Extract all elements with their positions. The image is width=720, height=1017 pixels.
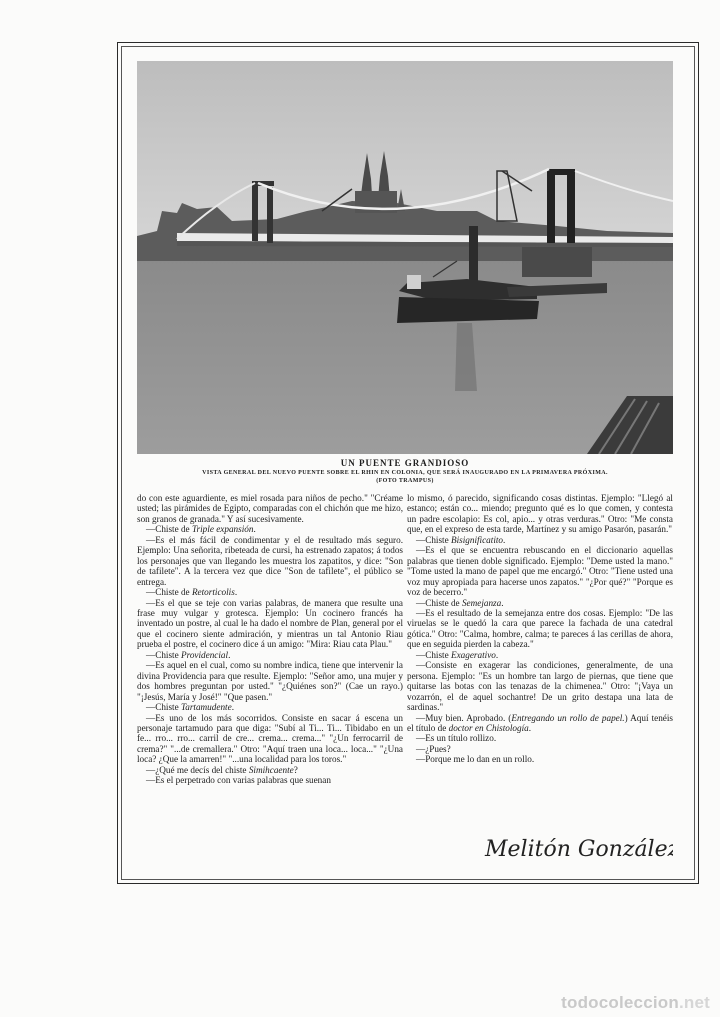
paragraph: —Es el más fácil de condimentar y el de resultado más seguro. Ejemplo: Una señorita, ribeteada de cursi, ha estrenado zapatos; á todos los personajes que van llegando les muestra los zapatitos, y dice: "Son de tafilete". A la tercera vez que dice "Son de tafilete", el público se entrega. — [137, 534, 403, 587]
paragraph — [137, 702, 403, 712]
paragraph: —Es el que se teje con varias palabras, de manera que resulte una frase muy vulgar y grotesca. Ejemplo: Un cocinero francés ha inventado un postre, al cual le ha dado el nombre de Plan, general por el que el cocinero siente admiración, y mientras un tal Antonio Riau prueba el postre, el cocinero dice á un amigo: "Mira: Riau cata Plau." — [137, 597, 403, 650]
paragraph-text: ? — [293, 764, 298, 775]
paragraph: —Porque me lo dan en un rollo. — [416, 754, 535, 765]
paragraph — [137, 524, 403, 534]
right-text-column — [407, 493, 673, 873]
watermark-brand: todocoleccion — [561, 993, 679, 1012]
paragraph: do con este aguardiente, es miel rosada para niños de pecho." "Créame usted; las pirámides de Egipto, comparadas con el chichón que me hizo, son granos de granada." Y así sucesivamente. — [137, 493, 403, 524]
paragraph-text: —Chiste de — [146, 587, 192, 598]
paragraph: lo mismo, ó parecido, significando cosas distintas. Ejemplo: "Llegó al estanco; están co... miendo; pregunto qué es lo que comen, y contesta un padre escolapio: Es col, apio... y otras verduras." Otro: "Me consta que, en el expreso de esta tarde, Martínez y su amigo Pasarón, pasarán." — [407, 493, 673, 535]
paragraph: —Es el perpetrado con varias palabras que suenan — [146, 775, 331, 786]
emphasis-text: Simihcaente — [248, 764, 294, 775]
paragraph-text: . — [503, 534, 506, 545]
paragraph-text: —¿Qué me decís del chiste — [146, 764, 249, 775]
signature-text: Melitón González — [485, 837, 673, 862]
paragraph: —Es el resultado de la semejanza entre dos cosas. Ejemplo: "De las viruelas se le quedó la cara que parece la fachada de una catedral gótica." Otro: "Calma, hombre, calma; te pareces á las cerillas de ahora, que en seguida pierden la cabeza." — [407, 607, 673, 650]
paragraph: —Es un título rollizo. — [416, 733, 497, 744]
paragraph-text: . — [501, 597, 504, 608]
paragraph-text: —Chiste — [146, 702, 181, 713]
emphasis-text: Tartamudente — [180, 702, 232, 713]
watermark — [561, 993, 710, 1013]
emphasis-text: Exagerativo — [450, 649, 496, 660]
paragraph: —Consiste en exagerar las condiciones, generalmente, de una persona. Ejemplo: "Es un hombre tan largo de piernas, que tiene que quitarse las botas con las tenazas de la chimenea." Otro: "¡Vaya un vozarrón, el de aquel sochantre! De un grito destapa una lata de sardinas." — [407, 660, 673, 713]
paragraph — [137, 765, 403, 775]
paragraph-text: —Chiste de — [416, 597, 462, 608]
photo-caption-text: VISTA GENERAL DEL NUEVO PUENTE SOBRE EL RHIN EN COLONIA, QUE SERÁ INAUGURADO EN LA PRIMAVERA PRÓXIMA. — [202, 470, 608, 476]
paragraph-text: . — [495, 649, 499, 660]
emphasis-text: Semejanza — [461, 597, 502, 608]
paragraph-text: —Muy bien. Aprobado. ( — [416, 712, 512, 723]
paragraph — [407, 598, 673, 608]
emphasis-text: Triple expansión — [191, 524, 254, 535]
paragraph — [407, 535, 673, 545]
photo-caption — [137, 469, 673, 485]
paragraph-text: —Chiste — [146, 649, 181, 660]
photo-title: UN PUENTE GRANDIOSO — [340, 458, 470, 468]
author-signature — [483, 826, 673, 868]
paragraph — [407, 650, 673, 660]
paragraph: —Es el que se encuentra rebuscando en el diccionario aquellas palabras que tienen doble significado. Ejemplo: "Deme usted la mano." "Tome usted la mano de papel que me encargó." Otro: "Tiene usted una voz muy apropiada para hacerse unos zapatos." "¿Por qué?" "Porque es voz de becerro." — [407, 545, 673, 598]
watermark-suffix: .net — [678, 993, 710, 1012]
paragraph — [407, 713, 673, 734]
emphasis-text: Providencial — [180, 649, 229, 660]
paragraph-text: . — [231, 702, 234, 713]
paragraph-text: —Chiste de — [146, 524, 192, 535]
paragraph-text: . — [234, 587, 238, 598]
emphasis-text: Retorticolis — [191, 587, 235, 598]
paragraph: —Es uno de los más socorridos. Consiste en sacar á escena un personaje tartamudo para que diga: "Subí al Ti... Ti... Tibidabo en un fe... rro... rro... carril de cre... crema... crema..." "¿Un ferrocarril de crema?" "...de cremallera." Otro: "Aquí traen una loca... loca..." "¿Una loca? ¿Que la amarren!" "...una localidad para los toros." — [137, 712, 403, 765]
bridge-photograph — [137, 61, 673, 454]
paragraph-text: . — [253, 524, 256, 535]
paragraph-text: —Chiste — [416, 534, 451, 545]
emphasis-text: doctor en Chistología — [448, 722, 529, 733]
paragraph — [137, 587, 403, 597]
photo-credit: (FOTO TRAMPUS) — [376, 478, 434, 484]
paragraph — [137, 650, 403, 660]
emphasis-text: Entregando un rollo de papel. — [511, 712, 625, 723]
emphasis-text: Bisignificatito — [450, 534, 504, 545]
paragraph: —¿Pues? — [416, 743, 451, 754]
paragraph: —Es aquel en el cual, como su nombre indica, tiene que intervenir la divina Providencia para que resulte. Ejemplo: "Señor amo, una mujer y dos hombres preguntan por usted." "¿Quiénes son?" (Cae un rayo.) "¡Jesús, María y José!" "Que pasen." — [137, 660, 403, 702]
left-text-column — [137, 493, 403, 873]
paragraph-text: ) Aquí tenéis el título de — [407, 712, 673, 733]
paragraph-text: . — [228, 649, 231, 660]
paragraph-text: . — [528, 722, 532, 733]
paragraph-text: —Chiste — [416, 649, 451, 660]
